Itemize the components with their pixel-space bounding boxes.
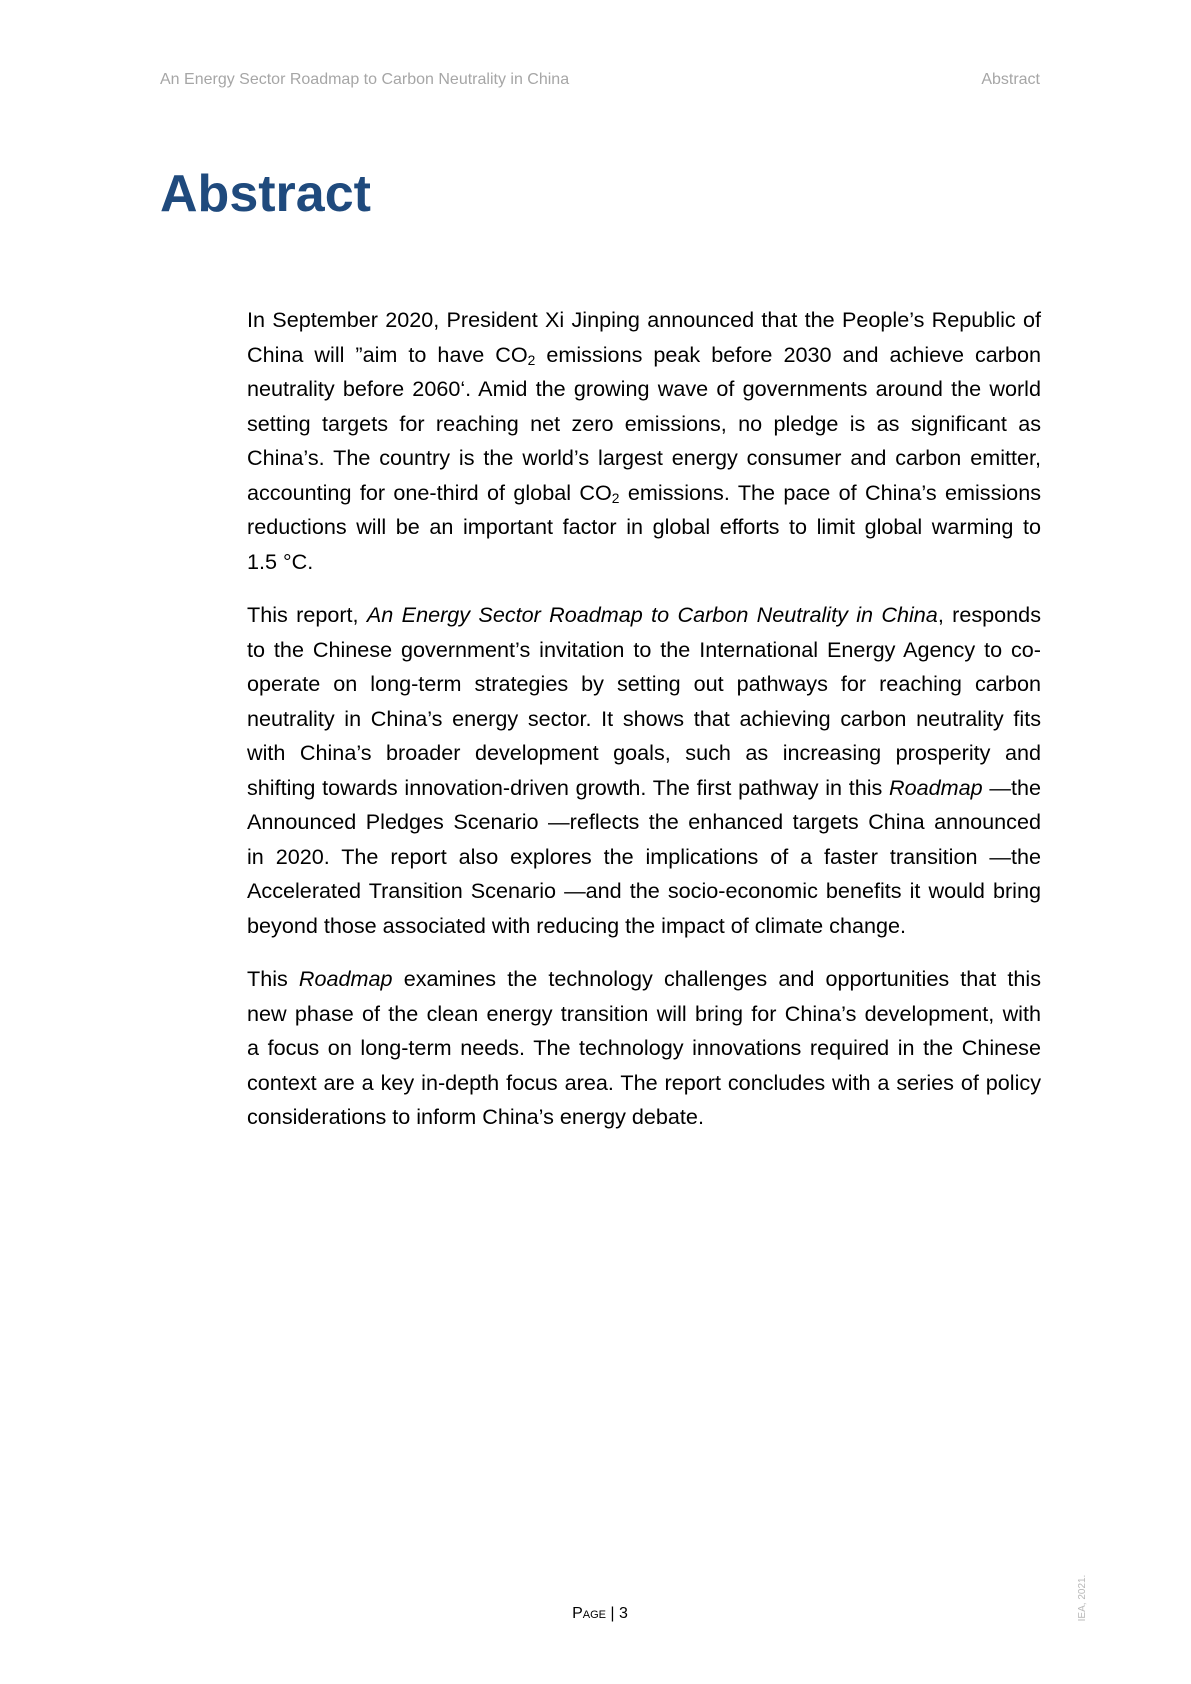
paragraph-line <box>247 633 1041 668</box>
paragraph-line <box>247 1100 1041 1135</box>
line-text: examines the technology challenges and opportunities that this <box>392 966 1041 991</box>
line-text: In September 2020, President Xi Jinping announced that the People’s Republic of <box>247 307 1041 332</box>
abstract-paragraph-3 <box>247 962 1041 1135</box>
paragraph-line <box>247 545 1041 580</box>
line-text: with China’s broader development goals, such as increasing prosperity and <box>247 740 1041 765</box>
line-text: China will ”aim to have CO <box>247 341 528 367</box>
line-text: to the Chinese government’s invitation to the International Energy Agency to co- <box>247 636 1041 662</box>
paragraph-line <box>247 667 1041 702</box>
paragraph-line <box>247 771 1041 806</box>
subscript: 2 <box>611 489 620 506</box>
italic-report-title: An Energy Sector Roadmap to Carbon Neutrality in China <box>366 602 938 627</box>
line-text: in 2020. The report also explores the implications of a faster transition —the <box>247 843 1041 869</box>
paragraph-line <box>247 598 1041 633</box>
line-text: setting targets for reaching net zero emissions, no pledge is as significant as <box>247 410 1041 436</box>
line-text: This <box>247 966 299 991</box>
paragraph-line <box>247 338 1041 373</box>
paragraph-line <box>247 1066 1041 1101</box>
copyright-mark: IEA, 2021. <box>1077 1574 1088 1622</box>
running-header-section: Abstract <box>981 71 1040 88</box>
running-header-title: An Energy Sector Roadmap to Carbon Neutrality in China <box>160 71 570 88</box>
paragraph-line <box>247 510 1041 545</box>
italic-roadmap: Roadmap <box>889 774 983 800</box>
line-text: Accelerated Transition Scenario —and the socio-economic benefits it would bring <box>247 878 1041 903</box>
paragraph-line <box>247 303 1041 338</box>
paragraph-line <box>247 874 1041 909</box>
line-text: context are a key in-depth focus area. The report concludes with a series of policy <box>247 1069 1041 1095</box>
page-title: Abstract <box>160 165 371 223</box>
italic-roadmap: Roadmap <box>298 966 393 991</box>
line-text: reductions will be an important factor in global efforts to limit global warming to <box>247 514 1041 539</box>
paragraph-line <box>247 407 1041 442</box>
line-text: neutrality in China’s energy sector. It shows that achieving carbon neutrality fits <box>247 705 1041 731</box>
line-text: emissions. The pace of China’s emissions <box>619 479 1041 505</box>
page-number: 3 <box>619 1605 628 1622</box>
line-text: new phase of the clean energy transition will bring for China’s development, with <box>247 1000 1041 1026</box>
abstract-paragraph-2 <box>247 598 1041 943</box>
page-footer <box>160 1604 1040 1624</box>
paragraph-line <box>247 1031 1041 1066</box>
paragraph-line <box>247 997 1041 1032</box>
line-text: emissions peak before 2030 and achieve carbon <box>535 341 1041 367</box>
page-label: Page <box>572 1605 606 1622</box>
line-text: , responds <box>937 602 1041 627</box>
paragraph-line <box>247 909 1041 944</box>
paragraph-line <box>247 372 1041 407</box>
line-text: This report, <box>247 602 367 627</box>
paragraph-line <box>247 702 1041 737</box>
paragraph-line <box>247 962 1041 997</box>
line-text: accounting for one-third of global CO <box>247 479 612 505</box>
paragraph-line <box>247 805 1041 840</box>
line-text: China’s. The country is the world’s largest energy consumer and carbon emitter, <box>247 445 1041 470</box>
line-text: neutrality before 2060‘. Amid the growing wave of governments around the world <box>247 376 1041 401</box>
line-text: beyond those associated with reducing the impact of climate change. <box>247 912 906 938</box>
line-text: operate on long-term strategies by setting out pathways for reaching carbon <box>247 671 1041 696</box>
page-separator: | <box>610 1605 615 1622</box>
paragraph-line <box>247 736 1041 771</box>
paragraph-line <box>247 840 1041 875</box>
line-text: Announced Pledges Scenario —reflects the enhanced targets China announced <box>247 809 1041 834</box>
line-text: shifting towards innovation-driven growth. The first pathway in this <box>247 774 890 800</box>
abstract-body <box>247 303 1041 1154</box>
paragraph-line <box>247 476 1041 511</box>
paragraph-line <box>247 441 1041 476</box>
line-text: considerations to inform China’s energy debate. <box>247 1104 704 1129</box>
line-text: —the <box>982 774 1041 800</box>
line-text: 1.5 °C. <box>247 548 314 574</box>
abstract-paragraph-1 <box>247 303 1041 579</box>
subscript: 2 <box>527 351 536 368</box>
line-text: a focus on long-term needs. The technology innovations required in the Chinese <box>247 1035 1041 1060</box>
